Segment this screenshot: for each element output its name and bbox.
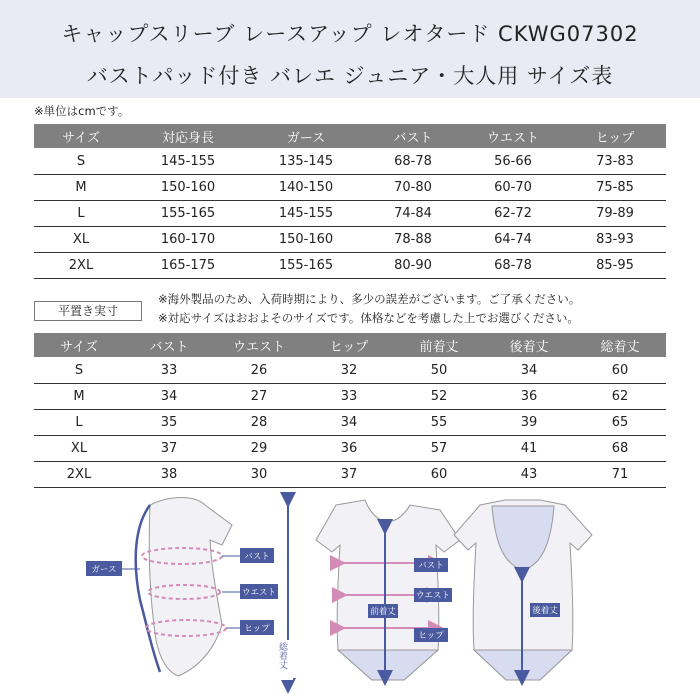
table-cell: S [34,149,128,175]
waist-label-side: ウエスト [241,588,277,598]
table-cell: 38 [124,462,214,488]
column-header: 総着丈 [574,333,666,358]
table-cell: 37 [304,462,394,488]
table-cell: 34 [124,384,214,410]
table-cell: 85-95 [564,253,666,279]
table-cell: 32 [304,358,394,384]
table-cell: L [34,410,124,436]
table-cell: XL [34,227,128,253]
girth-label: ガース [91,565,117,575]
table-cell: 62-72 [462,201,564,227]
table-cell: 57 [394,436,484,462]
table-cell: 2XL [34,253,128,279]
table-cell: 145-155 [248,201,364,227]
page-title-line1: キャップスリーブ レースアップ レオタード CKWG07302 [61,22,639,46]
column-header: ガース [248,124,364,149]
table-cell: 62 [574,384,666,410]
bust-label-side: バスト [244,552,270,562]
table-cell: 33 [124,358,214,384]
column-header: ウエスト [462,124,564,149]
table-cell: 80-90 [364,253,462,279]
bust-label-front: バスト [418,561,444,571]
table-cell: 83-93 [564,227,666,253]
table-cell: 155-165 [248,253,364,279]
table-cell: 50 [394,358,484,384]
table-cell: 160-170 [128,227,248,253]
table-cell: 68-78 [364,149,462,175]
page-title-line2: バストパッド付き バレエ ジュニア・大人用 サイズ表 [86,64,614,88]
table-cell: 79-89 [564,201,666,227]
table-cell: 33 [304,384,394,410]
table-cell: 41 [484,436,574,462]
table-cell: 56-66 [462,149,564,175]
side-view-leotard [86,498,278,677]
table-cell: 28 [214,410,304,436]
table-cell: M [34,175,128,201]
front-view-leotard [316,500,460,680]
table-cell: 145-155 [128,149,248,175]
table-cell: 60 [394,462,484,488]
total-length-label: 総着丈 [277,642,287,669]
flat-measure-label: 平置き実寸 [34,301,142,321]
table-cell: 78-88 [364,227,462,253]
table-cell: 165-175 [128,253,248,279]
column-header: 後着丈 [484,333,574,358]
table-cell: 155-165 [128,201,248,227]
table-cell: 150-160 [248,227,364,253]
column-header: ヒップ [304,333,394,358]
unit-note: ※単位はcmです。 [34,104,130,118]
table-cell: 36 [304,436,394,462]
hip-label-side: ヒップ [244,624,270,634]
note-tolerance: ※海外製品のため、入荷時期により、多少の誤差がございます。ご了承ください。 [158,292,581,306]
table-cell: 71 [574,462,666,488]
table-cell: S [34,358,124,384]
table-cell: 2XL [34,462,124,488]
table-cell: 68-78 [462,253,564,279]
table-cell: 60 [574,358,666,384]
table-cell: 55 [394,410,484,436]
table-cell: 34 [304,410,394,436]
table-cell: 140-150 [248,175,364,201]
note-size-guide: ※対応サイズはおおよそのサイズです。体格などを考慮した上でお選びください。 [158,311,579,325]
column-header: バスト [364,124,462,149]
table-cell: 64-74 [462,227,564,253]
table-cell: L [34,201,128,227]
table-cell: 73-83 [564,149,666,175]
table-cell: XL [34,436,124,462]
table-cell: 70-80 [364,175,462,201]
back-length-label: 後着丈 [532,606,558,616]
table-cell: 75-85 [564,175,666,201]
front-length-label: 前着丈 [370,607,396,617]
table-cell: 52 [394,384,484,410]
table-cell: 27 [214,384,304,410]
table-cell: 43 [484,462,574,488]
table-cell: 135-145 [248,149,364,175]
column-header: ヒップ [564,124,666,149]
table-cell: 68 [574,436,666,462]
back-view-leotard [454,500,592,680]
table-cell: 34 [484,358,574,384]
column-header: バスト [124,333,214,358]
table-cell: 74-84 [364,201,462,227]
table-cell: 60-70 [462,175,564,201]
hip-label-front: ヒップ [418,631,444,641]
table-cell: 26 [214,358,304,384]
column-header: ウエスト [214,333,304,358]
table-cell: 36 [484,384,574,410]
column-header: サイズ [34,333,124,358]
column-header: サイズ [34,124,128,149]
table-cell: 65 [574,410,666,436]
table-cell: 39 [484,410,574,436]
waist-label-front: ウエスト [415,591,451,601]
table-cell: 30 [214,462,304,488]
table-cell: 29 [214,436,304,462]
table-cell: 37 [124,436,214,462]
column-header: 前着丈 [394,333,484,358]
table-cell: 35 [124,410,214,436]
column-header: 対応身長 [128,124,248,149]
table-cell: 150-160 [128,175,248,201]
table-cell: M [34,384,124,410]
